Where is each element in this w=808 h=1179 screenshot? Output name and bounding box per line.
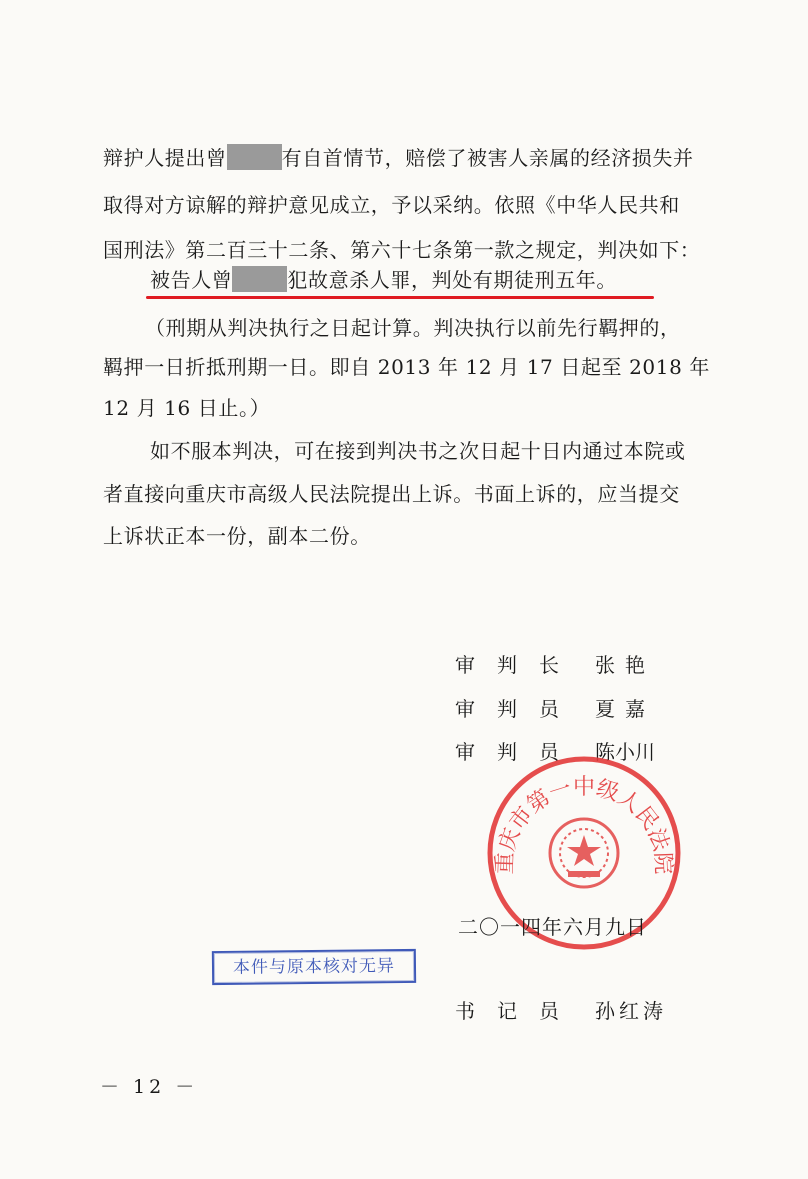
signature-role: 审判长 <box>455 653 581 677</box>
signature-name: 张艳 <box>595 653 655 677</box>
page-number: － 12 － <box>100 1076 199 1098</box>
svg-text:重庆市第一中级人民法院 <box>493 775 676 875</box>
verdict-line <box>150 266 617 294</box>
verification-stamp: 本件与原本核对无异 <box>212 949 416 985</box>
paragraph-line: 羁押一日折抵刑期一日。即自 2013 年 12 月 17 日起至 2018 年 <box>103 355 710 379</box>
clerk-line <box>455 997 667 1025</box>
paragraph-line: 国刑法》第二百三十二条、第六十七条第一款之规定，判决如下： <box>103 238 701 262</box>
paragraph-line: 取得对方谅解的辩护意见成立，予以采纳。依照《中华人民共和 <box>103 193 680 217</box>
signature-role: 审判员 <box>455 740 581 764</box>
signature-name: 夏嘉 <box>595 697 655 721</box>
text-span: 犯故意杀人罪，判处有期徒刑五年。 <box>287 268 618 292</box>
signature-role: 审判员 <box>455 697 581 721</box>
clerk-role: 书记员 <box>455 999 581 1023</box>
signature-line <box>455 651 655 679</box>
paragraph-line <box>103 144 694 172</box>
seal-text: 重庆市第一中级人民法院 <box>492 775 676 875</box>
signature-name: 陈小川 <box>595 740 655 764</box>
paragraph-line: （刑期从判决执行之日起计算。判决执行以前先行羁押的， <box>145 316 681 340</box>
text-span: 被告人曾 <box>150 268 233 292</box>
paragraph-line: 如不服本判决，可在接到判决书之次日起十日内通过本院或 <box>150 439 686 463</box>
clerk-name: 孙红涛 <box>595 999 667 1023</box>
redaction-block <box>232 266 287 292</box>
judgment-date: 二〇一四年六月九日 <box>458 915 647 939</box>
paragraph-line: 者直接向重庆市高级人民法院提出上诉。书面上诉的，应当提交 <box>103 482 680 506</box>
redaction-block <box>227 144 282 170</box>
paragraph-line: 上诉状正本一份，副本二份。 <box>103 524 371 548</box>
text-span: 有自首情节，赔偿了被害人亲属的经济损失并 <box>281 146 694 170</box>
emblem-icon <box>550 819 618 887</box>
text-span: 辩护人提出曾 <box>103 146 227 170</box>
verdict-underline <box>146 296 654 299</box>
signature-line <box>455 695 655 723</box>
paragraph-line: 12 月 16 日止。） <box>103 396 271 420</box>
